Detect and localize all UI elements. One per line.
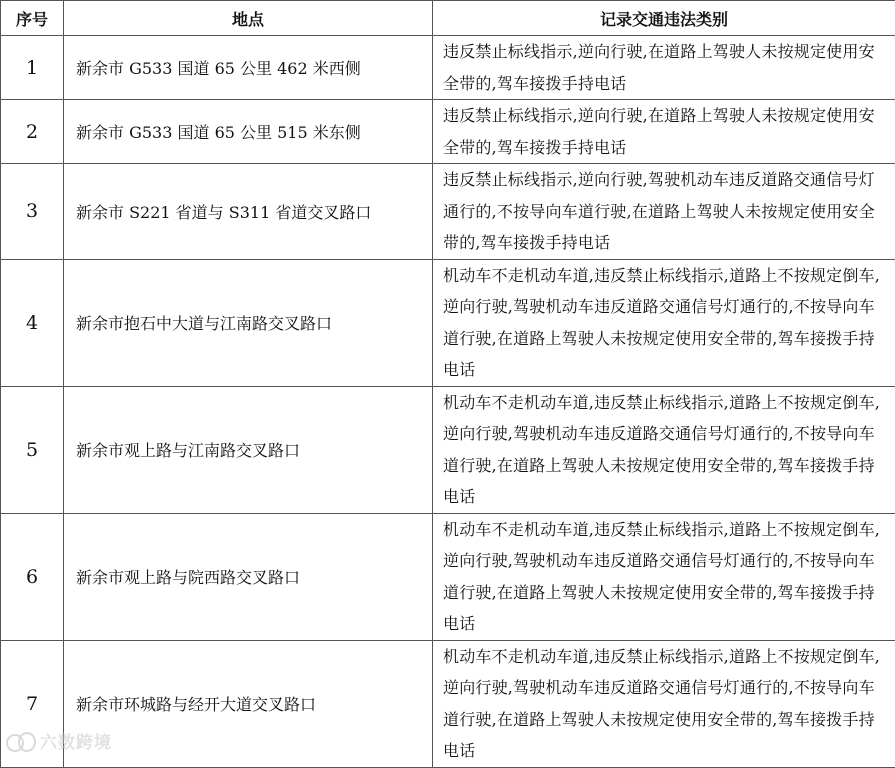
row-location: 新余市观上路与院西路交叉路口	[64, 513, 433, 640]
row-violations: 机动车不走机动车道,违反禁止标线指示,道路上不按规定倒车,逆向行驶,驾驶机动车违反道路交通信号灯通行的,不按导向车道行驶,在道路上驾驶人未按规定使用安全带的,驾车接拨手持电话	[433, 640, 895, 767]
table-row	[1, 164, 895, 260]
row-violations: 违反禁止标线指示,逆向行驶,驾驶机动车违反道路交通信号灯通行的,不按导向车道行驶,在道路上驾驶人未按规定使用安全带的,驾车接拨手持电话	[433, 164, 895, 260]
table-row	[1, 640, 895, 767]
row-num: 7	[1, 640, 64, 767]
row-violations: 机动车不走机动车道,违反禁止标线指示,道路上不按规定倒车,逆向行驶,驾驶机动车违反道路交通信号灯通行的,不按导向车道行驶,在道路上驾驶人未按规定使用安全带的,驾车接拨手持电话	[433, 513, 895, 640]
header-num: 序号	[1, 1, 64, 36]
row-location: 新余市 S221 省道与 S311 省道交叉路口	[64, 164, 433, 260]
row-num: 4	[1, 259, 64, 386]
row-violations: 违反禁止标线指示,逆向行驶,在道路上驾驶人未按规定使用安全带的,驾车接拨手持电话	[433, 36, 895, 100]
row-num: 2	[1, 100, 64, 164]
table-row	[1, 259, 895, 386]
table-header-row	[1, 1, 895, 36]
header-violations: 记录交通违法类别	[433, 1, 895, 36]
row-location: 新余市 G533 国道 65 公里 462 米西侧	[64, 36, 433, 100]
row-violations: 机动车不走机动车道,违反禁止标线指示,道路上不按规定倒车,逆向行驶,驾驶机动车违反道路交通信号灯通行的,不按导向车道行驶,在道路上驾驶人未按规定使用安全带的,驾车接拨手持电话	[433, 386, 895, 513]
watermark-logo-icon	[6, 730, 36, 752]
watermark	[6, 728, 112, 753]
table-row	[1, 36, 895, 100]
row-location: 新余市 G533 国道 65 公里 515 米东侧	[64, 100, 433, 164]
row-location: 新余市环城路与经开大道交叉路口	[64, 640, 433, 767]
header-location: 地点	[64, 1, 433, 36]
row-num: 3	[1, 164, 64, 260]
table-row	[1, 513, 895, 640]
row-num: 5	[1, 386, 64, 513]
row-violations: 违反禁止标线指示,逆向行驶,在道路上驾驶人未按规定使用安全带的,驾车接拨手持电话	[433, 100, 895, 164]
row-violations: 机动车不走机动车道,违反禁止标线指示,道路上不按规定倒车,逆向行驶,驾驶机动车违反道路交通信号灯通行的,不按导向车道行驶,在道路上驾驶人未按规定使用安全带的,驾车接拨手持电话	[433, 259, 895, 386]
table-row	[1, 386, 895, 513]
row-location: 新余市观上路与江南路交叉路口	[64, 386, 433, 513]
row-num: 1	[1, 36, 64, 100]
row-location: 新余市抱石中大道与江南路交叉路口	[64, 259, 433, 386]
watermark-text: 六数跨境	[40, 728, 112, 753]
row-num: 6	[1, 513, 64, 640]
table-row	[1, 100, 895, 164]
